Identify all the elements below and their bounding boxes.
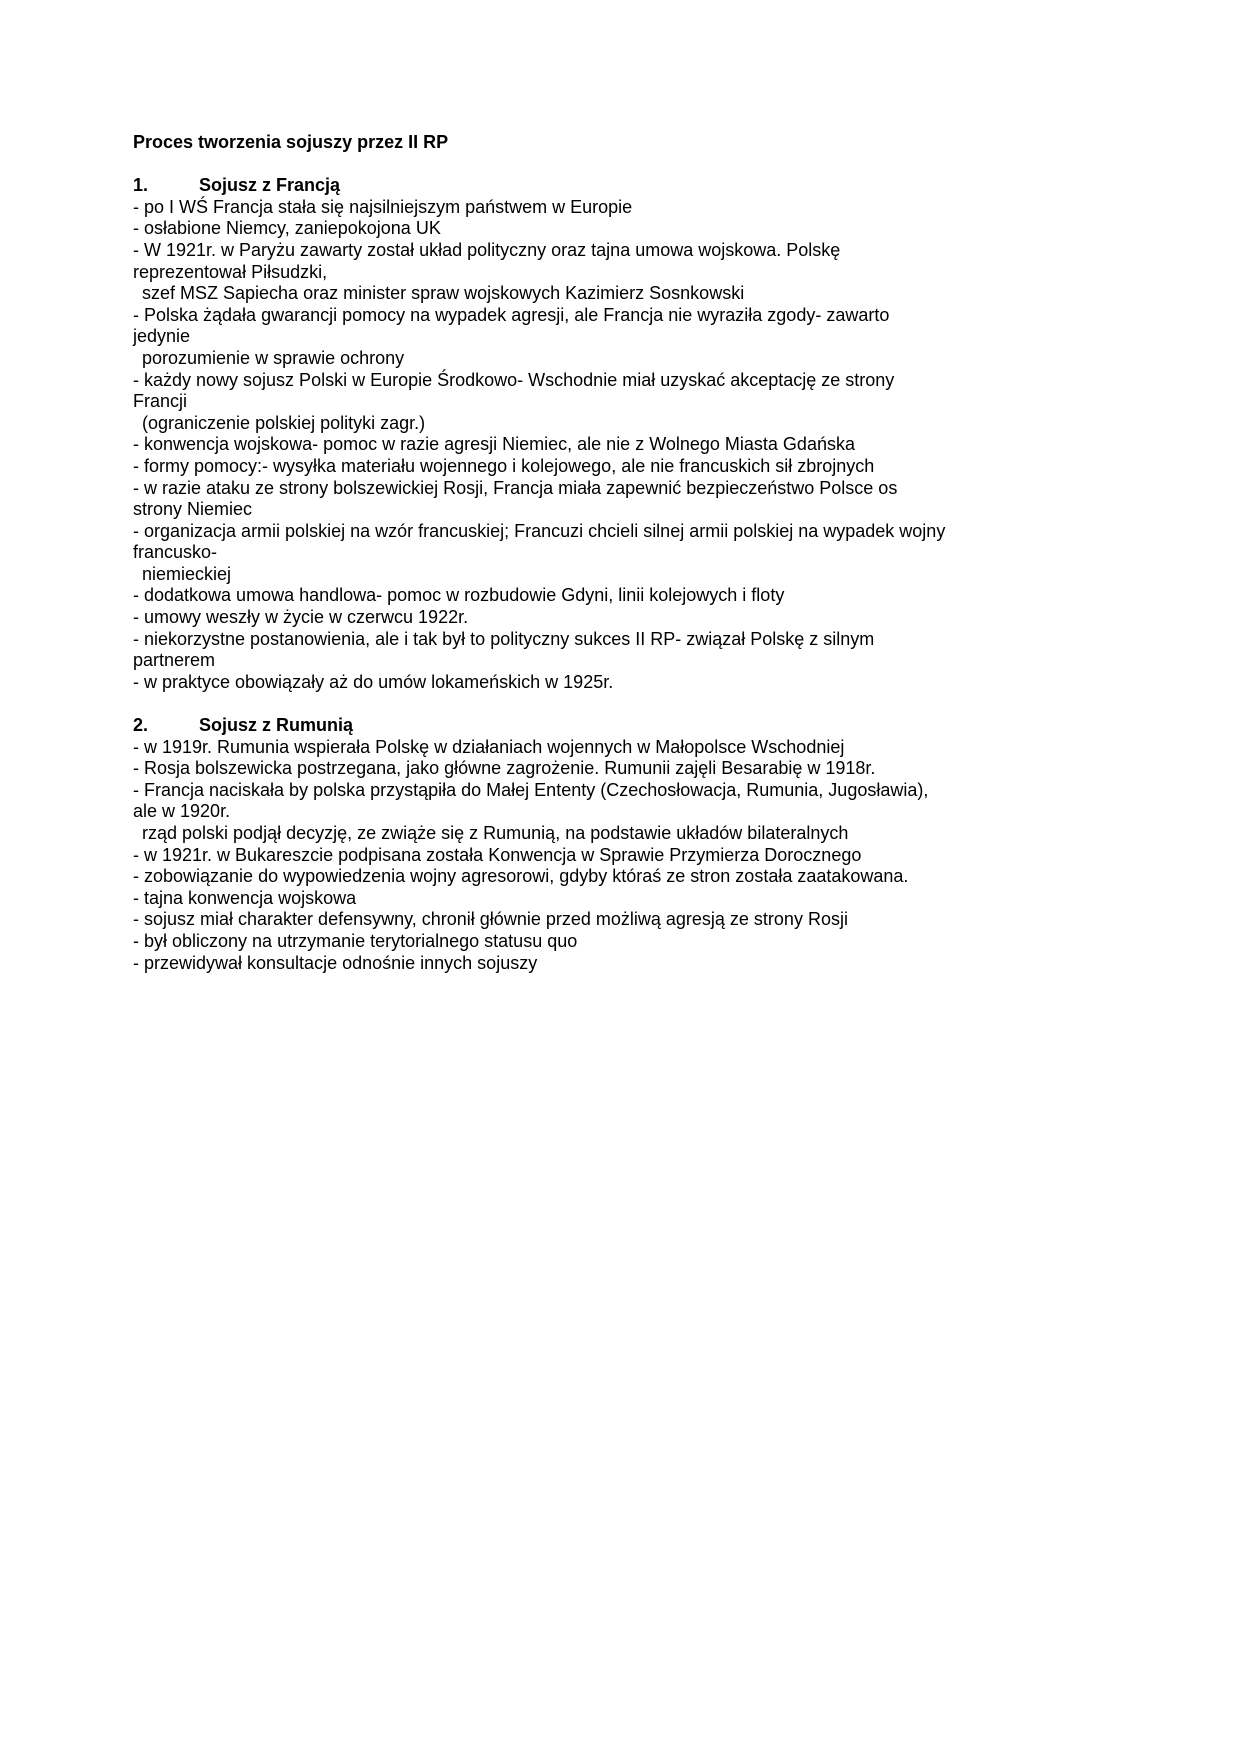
text-line: niemieckiej xyxy=(142,563,232,584)
section-heading-france xyxy=(133,175,1113,197)
text-line: - sojusz miał charakter defensywny, chronił głównie przed możliwą agresją ze strony Rosji xyxy=(133,909,848,930)
text-line: porozumienie w sprawie ochrony xyxy=(142,347,405,368)
document-body xyxy=(133,132,1113,974)
text-line: - w praktyce obowiązały aż do umów lokameńskich w 1925r. xyxy=(133,671,614,692)
text-line: strony Niemiec xyxy=(133,499,253,520)
document-title: Proces tworzenia sojuszy przez II RP xyxy=(133,132,449,152)
text-line: - zobowiązanie do wypowiedzenia wojny agresorowi, gdyby któraś ze stron została zaatakowana. xyxy=(133,866,909,887)
text-line: - organizacja armii polskiej na wzór francuskiej; Francuzi chcieli silnej armii polskiej na wypadek wojny xyxy=(133,520,946,541)
text-line: - umowy weszły w życie w czerwcu 1922r. xyxy=(133,607,469,628)
text-line: szef MSZ Sapiecha oraz minister spraw wojskowych Kazimierz Sosnkowski xyxy=(142,283,745,304)
text-line: rząd polski podjął decyzję, ze zwiąże się z Rumunią, na podstawie układów bilateralnych xyxy=(142,823,849,843)
text-line: jedynie xyxy=(133,326,191,347)
section-title: Sojusz z Rumunią xyxy=(199,715,354,736)
text-line: - formy pomocy:- wysyłka materiału wojennego i kolejowego, ale nie francuskich sił zbrojnych xyxy=(133,455,875,476)
text-line: - w 1919r. Rumunia wspierała Polskę w działaniach wojennych w Małopolsce Wschodniej xyxy=(133,736,845,757)
section-number: 2. xyxy=(133,715,149,736)
text-line: - był obliczony na utrzymanie terytorialnego statusu quo xyxy=(133,930,578,951)
text-line: - dodatkowa umowa handlowa- pomoc w rozbudowie Gdyni, linii kolejowych i floty xyxy=(133,585,785,606)
text-line: (ograniczenie polskiej polityki zagr.) xyxy=(142,412,426,433)
text-line: reprezentował Piłsudzki, xyxy=(133,261,328,282)
text-line: - konwencja wojskowa- pomoc w razie agresji Niemiec, ale nie z Wolnego Miasta Gdańska xyxy=(133,434,855,455)
text-line: - tajna konwencja wojskowa xyxy=(133,887,357,908)
text-line: - przewidywał konsultacje odnośnie innych sojuszy xyxy=(133,952,538,973)
text-line: - w razie ataku ze strony bolszewickiej Rosji, Francja miała zapewnić bezpieczeństwo Polsce os xyxy=(133,477,898,498)
text-line: partnerem xyxy=(133,650,216,671)
text-line: - Polska żądała gwarancji pomocy na wypadek agresji, ale Francja nie wyraziła zgody- zawarto xyxy=(133,304,890,325)
section-title: Sojusz z Francją xyxy=(199,175,341,196)
text-line: - każdy nowy sojusz Polski w Europie Środkowo- Wschodnie miał uzyskać akceptację ze strony xyxy=(133,369,895,390)
text-line: francusko- xyxy=(133,542,218,563)
blank-line xyxy=(133,154,1113,176)
blank-line xyxy=(133,693,1113,715)
section-heading-romania xyxy=(133,715,1113,737)
text-line: - po I WŚ Francja stała się najsilniejszym państwem w Europie xyxy=(133,196,633,217)
text-line: - osłabione Niemcy, zaniepokojona UK xyxy=(133,218,441,239)
text-line: - Francja naciskała by polska przystąpiła do Małej Ententy (Czechosłowacja, Rumunia, Jugosławia), xyxy=(133,779,929,800)
text-line: ale w 1920r. xyxy=(133,801,231,822)
text-line: Francji xyxy=(133,391,188,412)
text-line: - niekorzystne postanowienia, ale i tak był to polityczny sukces II RP- związał Polskę z silnym xyxy=(133,628,875,649)
text-line: - W 1921r. w Paryżu zawarty został układ polityczny oraz tajna umowa wojskowa. Polskę xyxy=(133,239,841,260)
text-line: - w 1921r. w Bukareszcie podpisana została Konwencja w Sprawie Przymierza Dorocznego xyxy=(133,844,862,865)
text-line: - Rosja bolszewicka postrzegana, jako główne zagrożenie. Rumunii zajęli Besarabię w 1918r. xyxy=(133,758,876,779)
section-number: 1. xyxy=(133,175,149,196)
